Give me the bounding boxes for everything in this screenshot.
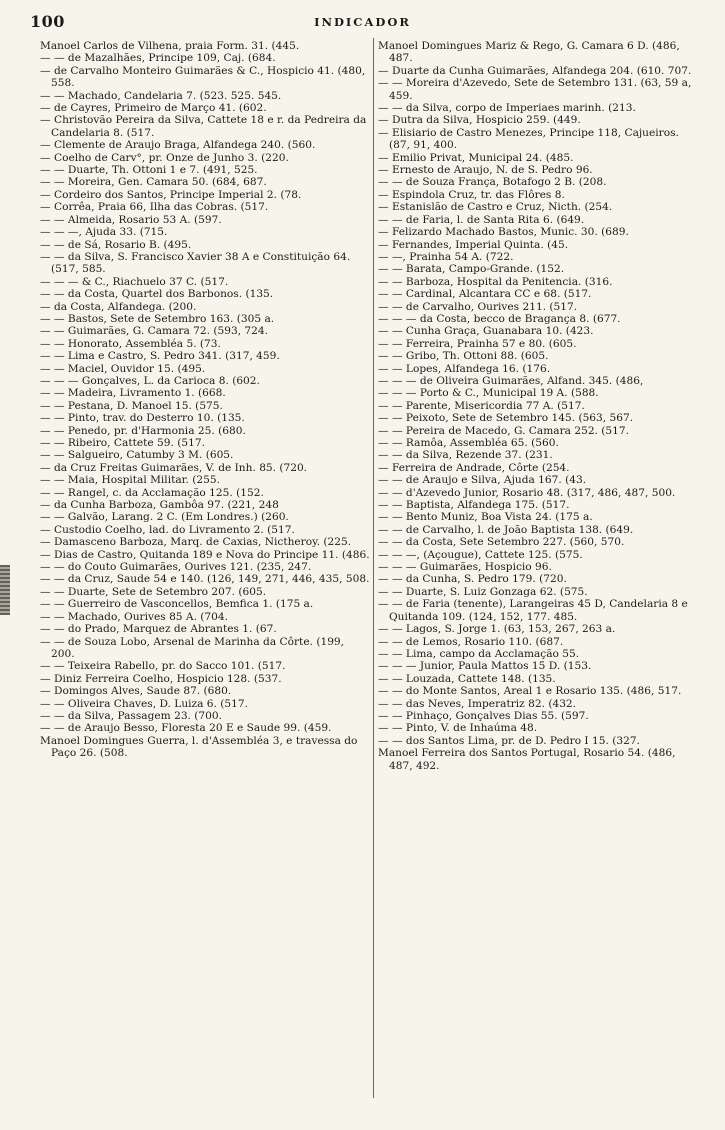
directory-entry: — Corrêa, Praia 66, Ilha das Cobras. (517. — [40, 201, 269, 214]
directory-entry: — — Bento Muniz, Boa Vista 24. (175 a. — [378, 511, 593, 524]
directory-entry: — — da Cunha, S. Pedro 179. (720. — [378, 573, 567, 586]
directory-entry: — — Louzada, Cattete 148. (135. — [378, 672, 556, 685]
directory-entry: — Domingos Alves, Saude 87. (680. — [40, 685, 232, 698]
directory-entry: — — —, Ajuda 33. (715. — [40, 226, 168, 239]
directory-entry: Manoel Domingues Guerra, l. d'Assembléa 3, e travessa do Paço 26. (508. — [40, 734, 358, 760]
directory-entry: — — Oliveira Chaves, D. Luiza 6. (517. — [40, 697, 249, 710]
directory-entry: — Damasceno Barboza, Marq. de Caxias, Nictheroy. (225. — [40, 536, 352, 549]
directory-entry: — — de Mazalhães, Principe 109, Caj. (684. — [40, 52, 276, 65]
right-column — [378, 40, 698, 772]
directory-entry: — — — de Oliveira Guimarães, Alfand. 345. (486, — [378, 374, 644, 387]
directory-entry: — — Cardinal, Alcantara CC e 68. (517. — [378, 288, 592, 301]
directory-entry: — — do Couto Guimarães, Ourives 121. (235, 247. — [40, 561, 312, 574]
directory-entry: Manoel Domingues Mariz & Rego, G. Camara 6 D. (486, 487. — [378, 40, 680, 65]
directory-entry: — Espindola Cruz, tr. das Flôres 8. — [378, 188, 565, 201]
directory-entry: — — — Porto & C., Municipal 19 A. (588. — [378, 387, 599, 400]
directory-entry: — Coelho de Carv°, pr. Onze de Junho 3. (220. — [40, 151, 289, 164]
directory-entry: — — da Cruz, Saude 54 e 140. (126, 149, 271, 446, 435, 508. — [40, 573, 370, 586]
directory-entry: — — Duarte, Th. Ottoni 1 e 7. (491, 525. — [40, 164, 258, 177]
directory-entry: — — Baptista, Alfandega 175. (517. — [378, 499, 570, 512]
directory-entry: — — de Faria, l. de Santa Rita 6. (649. — [378, 213, 585, 226]
directory-entry: — — —, (Açougue), Cattete 125. (575. — [378, 548, 583, 561]
directory-entry: — — Ribeiro, Cattete 59. (517. — [40, 437, 205, 449]
directory-entry: — — do Monte Santos, Areal 1 e Rosario 135. (486, 517. — [378, 685, 682, 698]
directory-entry: — — Parente, Misericordia 77 A. (517. — [378, 399, 585, 412]
directory-entry: — Fernandes, Imperial Quinta. (45. — [378, 238, 569, 251]
directory-entry: — — Lima e Castro, S. Pedro 341. (317, 459. — [40, 350, 280, 363]
directory-entry: — — — Junior, Paula Mattos 15 D. (153. — [378, 660, 592, 673]
directory-entry: — Clemente de Araujo Braga, Alfandega 240. (560. — [40, 139, 316, 152]
directory-entry: — —, Prainha 54 A. (722. — [378, 250, 514, 263]
running-head: INDICADOR — [314, 15, 411, 29]
directory-entry: — — de Faria (tenente), Larangeiras 45 D, Candelaria 8 e Quitanda 109. (124, 152, 177. 485. — [378, 598, 688, 623]
column-divider — [373, 38, 374, 1098]
directory-entry: — Custodio Coelho, lad. do Livramento 2. (517. — [40, 523, 295, 536]
directory-entry: — — de Carvalho, Ourives 211. (517. — [378, 300, 578, 313]
directory-entry: — Cordeiro dos Santos, Principe Imperial 2. (78. — [40, 188, 302, 201]
directory-entry: — — da Silva, Passagem 23. (700. — [40, 709, 223, 722]
binding-edge-mark — [0, 565, 10, 615]
directory-entry: — — Moreira, Gen. Camara 50. (684, 687. — [40, 176, 267, 189]
directory-entry: — de Cayres, Primeiro de Março 41. (602. — [40, 102, 267, 115]
directory-entry: — Ernesto de Araujo, N. de S. Pedro 96. — [378, 164, 593, 177]
directory-entry: — Dutra da Silva, Hospicio 259. (449. — [378, 114, 581, 127]
directory-entry: — — Madeira, Livramento 1. (668. — [40, 387, 226, 400]
directory-entry: — — — da Costa, becco de Bragança 8. (677. — [378, 312, 621, 325]
directory-entry: Manoel Carlos de Vilhena, praia Form. 31. (445. — [40, 40, 300, 52]
page-number: 100 — [30, 12, 65, 31]
directory-entry: — Emilio Privat, Municipal 24. (485. — [378, 151, 574, 164]
directory-entry: — de Carvalho Monteiro Guimarães & C., Hospicio 41. (480, 558. — [40, 64, 366, 90]
directory-entry: — — de Araujo e Silva, Ajuda 167. (43. — [378, 474, 587, 487]
directory-entry: — — da Costa, Quartel dos Barbonos. (135. — [40, 288, 274, 301]
directory-entry: — — Bastos, Sete de Setembro 163. (305 a. — [40, 312, 275, 325]
directory-entry: — Elisiario de Castro Menezes, Principe 118, Cajueiros. (87, 91, 400. — [378, 126, 679, 152]
directory-entry: — — Guimarães, G. Camara 72. (593, 724. — [40, 325, 269, 338]
directory-entry: — — Barboza, Hospital da Penitencia. (316. — [378, 275, 613, 288]
directory-entry: — — Pestana, D. Manoel 15. (575. — [40, 399, 223, 412]
directory-entry: — — de Araujo Besso, Floresta 20 E e Saude 99. (459. — [40, 722, 332, 735]
directory-entry: — — Maciel, Ouvidor 15. (495. — [40, 362, 206, 375]
directory-entry: — — Gribo, Th. Ottoni 88. (605. — [378, 350, 549, 363]
directory-entry: — — de Souza França, Botafogo 2 B. (208. — [378, 176, 607, 189]
directory-entry: — — de Carvalho, l. de João Baptista 138. (649. — [378, 523, 634, 536]
directory-entry: — — Guerreiro de Vasconcellos, Bemfica 1. (175 a. — [40, 598, 314, 611]
directory-entry: — — de Souza Lobo, Arsenal de Marinha da Côrte. (199, 200. — [40, 635, 345, 660]
directory-entry: — da Cruz Freitas Guimarães, V. de Inh. 85. (720. — [40, 461, 308, 474]
directory-entry: — — Duarte, S. Luiz Gonzaga 62. (575. — [378, 585, 588, 598]
directory-entry: — — de Sá, Rosario B. (495. — [40, 238, 192, 251]
directory-entry: — — Salgueiro, Catumby 3 M. (605. — [40, 449, 234, 462]
directory-entry: — — Barata, Campo-Grande. (152. — [378, 263, 565, 276]
directory-entry: — — Maia, Hospital Militar. (255. — [40, 474, 221, 487]
directory-entry: — — Ferreira, Prainha 57 e 80. (605. — [378, 337, 577, 350]
directory-entry: — — — Gonçalves, L. da Carioca 8. (602. — [40, 374, 260, 387]
directory-entry: — — Moreira d'Azevedo, Sete de Setembro 131. (63, 59 a, 459. — [378, 77, 692, 102]
directory-entry: — — dos Santos Lima, pr. de D. Pedro I 15. (327. — [378, 734, 640, 747]
directory-entry: — — Galvão, Larang. 2 C. (Em Londres.) (260. — [40, 511, 289, 524]
directory-entry: — — Machado, Candelaria 7. (523. 525. 545. — [40, 89, 282, 102]
directory-entry: — — Ramôa, Assembléa 65. (560. — [378, 437, 559, 449]
directory-entry: — da Cunha Barboza, Gambôa 97. (221, 248 — [40, 499, 279, 512]
directory-entry: — — d'Azevedo Junior, Rosario 48. (317, 486, 487, 500. — [378, 486, 676, 499]
directory-entry: — — da Silva, Rezende 37. (231. — [378, 449, 553, 462]
directory-entry: — — do Prado, Marquez de Abrantes 1. (67. — [40, 623, 277, 636]
directory-entry: — — Lagos, S. Jorge 1. (63, 153, 267, 263 a. — [378, 623, 616, 636]
directory-entry: — — Peixoto, Sete de Setembro 145. (563, 567. — [378, 412, 634, 425]
directory-entry: — — Pinhaço, Gonçalves Dias 55. (597. — [378, 709, 589, 722]
directory-entry: — — da Costa, Sete Setembro 227. (560, 570. — [378, 536, 625, 549]
directory-entry: — Ferreira de Andrade, Côrte (254. — [378, 461, 570, 474]
directory-entry: — — Duarte, Sete de Setembro 207. (605. — [40, 585, 267, 598]
directory-entry: — — da Silva, S. Francisco Xavier 38 A e Constituição 64. (517, 585. — [40, 250, 351, 276]
directory-entry: Manoel Ferreira dos Santos Portugal, Rosario 54. (486, 487, 492. — [378, 747, 676, 772]
directory-entry: — — Lopes, Alfandega 16. (176. — [378, 362, 551, 375]
directory-entry: — Christovão Pereira da Silva, Cattete 18 e r. da Pedreira da Candelaria 8. (517. — [40, 114, 367, 139]
directory-entry: — — Pinto, trav. do Desterro 10. (135. — [40, 412, 245, 425]
directory-entry: — — Almeida, Rosario 53 A. (597. — [40, 213, 222, 226]
left-column — [40, 40, 370, 760]
directory-entry: — — de Lemos, Rosario 110. (687. — [378, 635, 564, 648]
directory-entry: — — — & C., Riachuelo 37 C. (517. — [40, 275, 229, 288]
directory-entry: — Diniz Ferreira Coelho, Hospicio 128. (537. — [40, 672, 282, 685]
directory-entry: — — Cunha Graça, Guanabara 10. (423. — [378, 325, 594, 338]
directory-entry: — — Penedo, pr. d'Harmonia 25. (680. — [40, 424, 246, 437]
directory-entry: — — Teixeira Rabello, pr. do Sacco 101. (517. — [40, 660, 286, 673]
directory-entry: — — — Guimarães, Hospicio 96. — [378, 561, 552, 574]
directory-entry: — — Lima, campo da Acclamação 55. — [378, 647, 580, 660]
directory-entry: — da Costa, Alfandega. (200. — [40, 300, 197, 313]
directory-entry: — Felizardo Machado Bastos, Munic. 30. (689. — [378, 226, 629, 239]
directory-entry: — — da Silva, corpo de Imperiaes marinh. (213. — [378, 102, 636, 115]
directory-entry: — — Pinto, V. de Inhaúma 48. — [378, 722, 538, 735]
directory-entry: — Duarte da Cunha Guimarães, Alfandega 204. (610. 707. — [378, 64, 692, 77]
directory-entry: — — Pereira de Macedo, G. Camara 252. (517. — [378, 424, 630, 437]
directory-entry: — — Machado, Ourives 85 A. (704. — [40, 610, 229, 623]
directory-entry: — Dias de Castro, Quitanda 189 e Nova do Principe 11. (486. — [40, 548, 370, 561]
directory-entry: — — Rangel, c. da Acclamação 125. (152. — [40, 486, 264, 499]
directory-entry: — — das Neves, Imperatriz 82. (432. — [378, 697, 577, 710]
directory-entry: — Estanislão de Castro e Cruz, Nicth. (254. — [378, 201, 613, 214]
directory-entry: — — Honorato, Assembléa 5. (73. — [40, 337, 221, 350]
